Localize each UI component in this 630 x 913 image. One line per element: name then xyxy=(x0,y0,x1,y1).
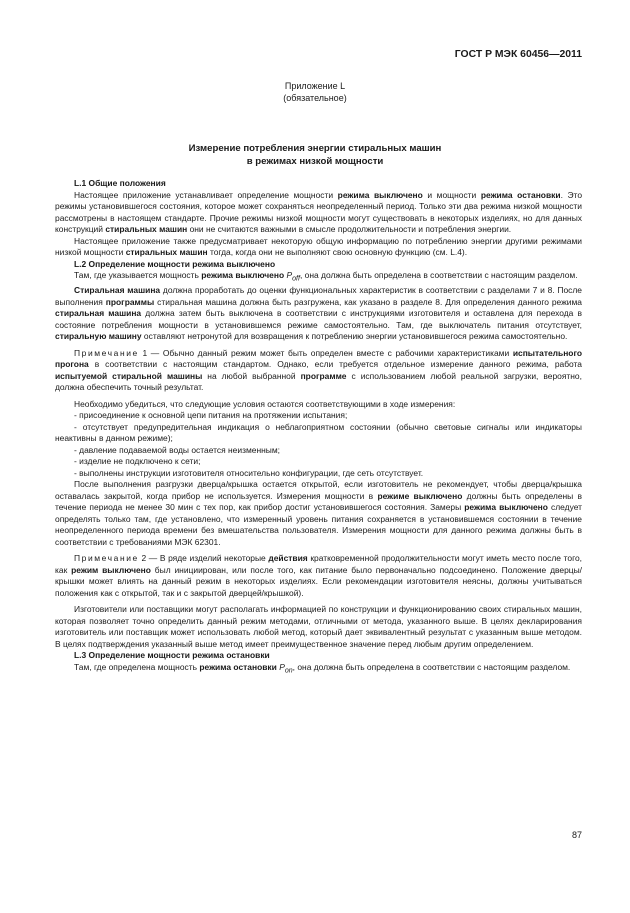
annex-label: Приложение L xyxy=(284,81,346,91)
defined-term: режима выключено xyxy=(337,189,423,200)
defined-term: режиме выключено xyxy=(377,490,463,501)
section-heading-l1: L.1 Общие положения xyxy=(74,178,166,188)
symbol-subscript: off xyxy=(292,275,300,283)
condition-item: - отсутствует предупредительная индикация о неблагоприятном состоянии (обычно световые сигналы или индикаторы неактивны в данном режиме); xyxy=(55,421,582,444)
section-heading-l3: L.3 Определение мощности режима остановки xyxy=(74,650,270,661)
defined-term: стиральных машин xyxy=(105,224,188,234)
defined-term: режима остановки xyxy=(199,661,277,672)
conditions-intro: Необходимо убедиться, что следующие условия остаются соответствующими в ходе измерения: xyxy=(74,398,456,409)
note-label: Примечание xyxy=(74,347,139,358)
defined-term: стиральных машин xyxy=(125,247,208,257)
defined-term: стиральную машину xyxy=(55,331,142,342)
paragraph: После выполнения разгрузки дверца/крышка остается открытой, если изготовитель не рекомендует, чтобы дверца/крышка оставалась закрытой, когда прибор не используется. Измерения мощности в режиме выключено должны быть определены в течение периода не менее 30 мин с тех пор, как прибор достиг установившегося состояния. Замеры режима выключено следует определять только там, где установлено, что измеренный уровень питания сохраняется в установившемся состоянии в течение неопределенного периода времени без вмешательства пользователя. Измерения мощности для данного режима должны быть в соответствии с требованиями МЭК 62301. xyxy=(55,479,582,547)
defined-term: режима остановки xyxy=(480,189,561,200)
note-1: Примечание 1 — Обычно данный режим может быть определен вместе с рабочими характеристиками испытательного прогона в соответствии с настоящим стандартом. Однако, если требуется отдельное измерение данного режима, работа испытуемой стиральной машины на любой выбранной программе с использованием любой реальной загрузки, вероятно, должна обеспечить точный результат. xyxy=(55,347,582,393)
defined-term: испытательного прогона xyxy=(55,347,582,370)
condition-item: - присоединение к основной цепи питания на протяжении испытания; xyxy=(74,410,348,421)
defined-term: режим выключено xyxy=(71,564,151,575)
symbol-subscript: on xyxy=(284,667,293,675)
document-body xyxy=(55,178,582,677)
condition-item: - давление подаваемой воды остается неизменным; xyxy=(74,444,280,455)
annex-title-line-1: Измерение потребления энергии стиральных машин xyxy=(188,143,442,154)
paragraph: Настоящее приложение устанавливает определение мощности режима выключено и мощности режима остановки. Это режимы установившегося состояния, которое может сохраняться неопределенный период. Только эти два режима низкой мощности рассмотрены в настоящем стандарте. Прочие режимы низкой мощности могут существовать в некоторых изделиях, но для данных конструкций стиральных машин они не считаются важными в смысле продолжительности и потребления энергии. xyxy=(55,189,583,234)
defined-term: режима выключено xyxy=(464,502,548,513)
defined-term: программы xyxy=(105,296,155,307)
standard-designation: ГОСТ Р МЭК 60456—2011 xyxy=(454,49,582,60)
annex-status: (обязательное) xyxy=(283,93,347,103)
paragraph: Там, где определена мощность режима остановки $P_{on}$, она должна быть определена в соответствии с настоящим разделом. xyxy=(74,661,571,675)
condition-item: - изделие не подключено к сети; xyxy=(74,456,201,467)
annex-title-line-2: в режимах низкой мощности xyxy=(246,156,384,167)
symbol: P xyxy=(286,270,293,280)
page-number: 87 xyxy=(571,830,582,840)
paragraph: Изготовители или поставщики могут располагать информацией по конструкции и функционированию своих стиральных машин, которая позволяет точно определить данный режим методами, отличными от метода, указанного выше. В целях декларирования изготовитель или поставщик может использовать любой метод, который дает эквивалентный результат с указанным выше методом. В целях подтверждения указанный выше метод имеет преимущественное значение перед любым другим определением. xyxy=(55,604,582,649)
defined-term: Стиральная машина xyxy=(74,285,161,296)
symbol: P xyxy=(279,661,285,672)
defined-term: режима выключено xyxy=(201,270,285,280)
annex-heading xyxy=(0,80,630,104)
defined-term: действия xyxy=(268,553,308,564)
defined-term: стиральная машина xyxy=(55,308,142,319)
defined-term: программе xyxy=(300,370,347,381)
defined-term: испытуемой стиральной машины xyxy=(55,370,203,381)
paragraph: Там, где указывается мощность режима выключено $P_{off}$, она должна быть определена в соответствии с настоящим разделом. xyxy=(74,270,578,283)
annex-title xyxy=(0,142,630,168)
section-heading-l2: L.2 Определение мощности режима выключено xyxy=(74,258,276,269)
condition-item: - выполнены инструкции изготовителя относительно конфигурации, где сеть отсутствует. xyxy=(74,467,424,478)
note-2: Примечание 2 — В ряде изделий некоторые действия кратковременной продолжительности могут иметь место после того, как режим выключено был инициирован, или после того, как питание было первоначально подсоединено. Положение дверцы/крышки может влиять на данный режим в некоторых изделиях. Если рекомендации изготовителя неясны, должны учитываться положения как с открытой, так и с закрытой дверцей/крышкой). xyxy=(55,553,583,598)
paragraph: Стиральная машина должна проработать до оценки функциональных характеристик в соответствии с разделами 7 и 8. После выполнения программы стиральная машина должна быть разгружена, как указано в разделе 8. Для определения данного режима стиральная машина должна затем быть выключена в соответствии с инструкциями изготовителя и оставлена для перехода в состояние потребления мощности в установившемся режиме самостоятельно. Там, где выключатель питания отсутствует, стиральную машину оставляют нетронутой для возвращения к потреблению энергии установившегося режима самостоятельно. xyxy=(55,285,582,342)
paragraph: Настоящее приложение также предусматривает некоторую общую информацию по потреблению энергии другими режимами низкой мощности стиральных машин тогда, когда они не выполняют свою основную функцию (см. L.4). xyxy=(55,235,582,257)
note-label: Примечание xyxy=(74,553,139,564)
